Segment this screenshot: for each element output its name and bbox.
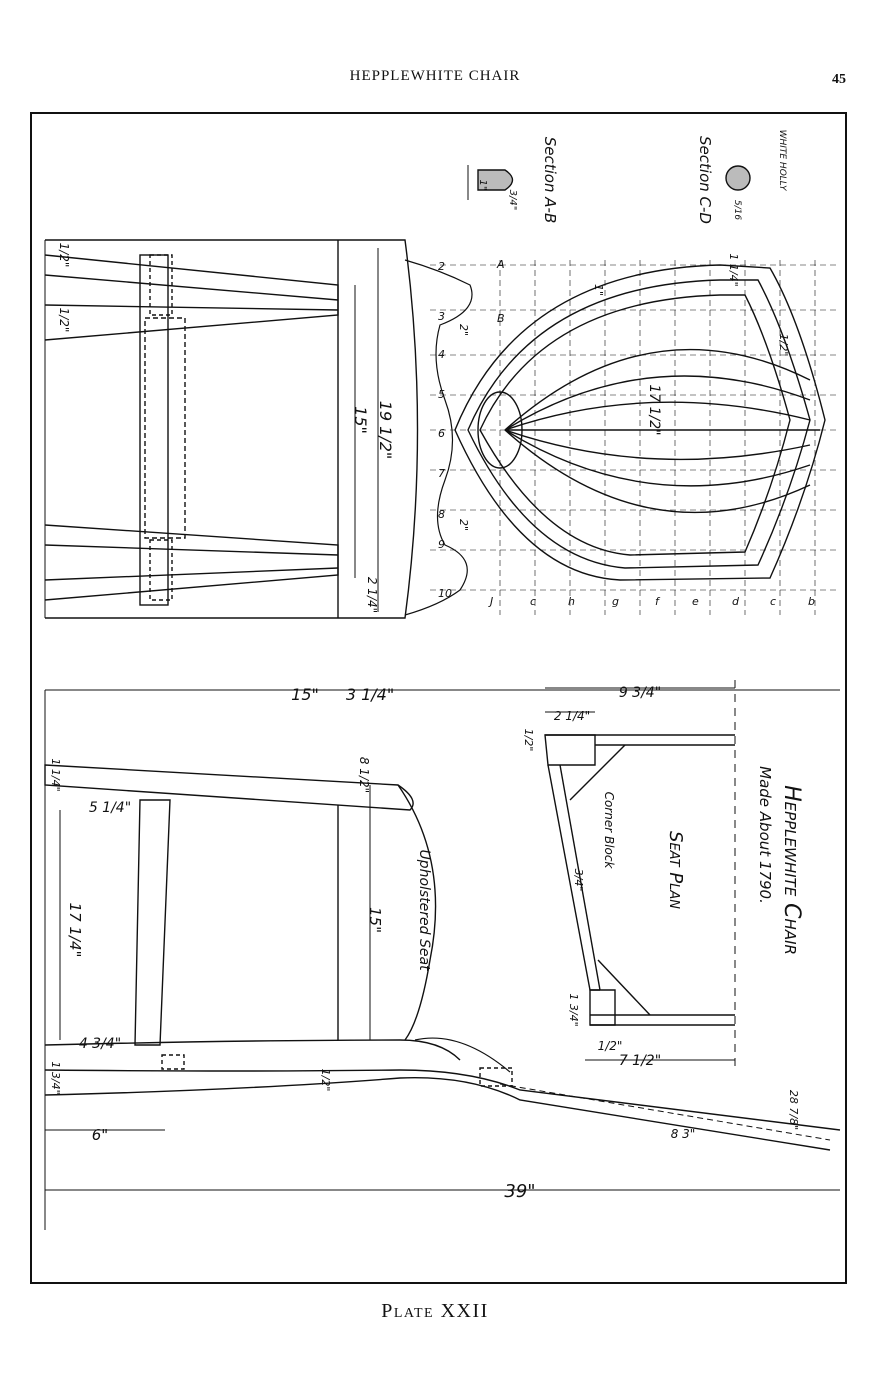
dim-back-1: 1" [592,283,605,297]
svg-text:5: 5 [438,388,445,401]
dim-17-1-4: 17 1/4" [66,902,84,958]
caption-prefix: Plate [381,1300,435,1322]
dim-1-1-4: 1 1/4" [49,758,62,792]
svg-text:10: 10 [438,587,452,600]
dim-leg-angle: 28 7/8" [787,1089,800,1131]
side-elevation [45,690,840,1230]
dim-seat-1-3-4: 1 3/4" [567,993,580,1027]
running-title: HEPPLEWHITE CHAIR [349,68,521,84]
svg-text:3: 3 [438,310,445,323]
svg-text:c: c [770,595,777,608]
corner-block-label: Corner Block [602,791,616,869]
svg-text:6: 6 [438,427,445,440]
dim-sec-5-16: 5/16 [732,199,742,221]
bottom-rail [45,525,338,600]
splat-drawing [405,260,840,615]
dim-back-width: 19 1/2" [376,400,395,460]
svg-text:h: h [568,595,575,608]
seat-plan-label: Seat Plan [665,831,686,909]
dim-rail-1: 1/2" [57,242,71,268]
dim-rail-2: 1/2" [57,307,71,333]
dim-sec-3-4: 3/4" [507,189,518,211]
svg-text:J: J [490,595,494,608]
dim-splat-2a: 2" [457,323,470,337]
dim-side-half: 1/2" [319,1068,332,1092]
svg-text:B: B [497,312,505,325]
svg-text:8: 8 [438,508,445,521]
section-cd-label: Section C-D [696,136,714,224]
dim-back-half: 1/2" [777,333,790,357]
dim-side-15: 15" [366,907,384,933]
svg-text:c: c [530,595,537,608]
svg-text:g: g [612,595,619,608]
dim-5-1-4: 5 1/4" [88,800,132,816]
plate-caption [0,1300,870,1323]
svg-text:7: 7 [438,467,445,480]
grid-lines [430,260,840,615]
svg-text:2: 2 [438,260,445,273]
section-ab-symbol [468,165,513,200]
dim-2-1-4: 2 1/4" [553,709,591,723]
dim-seat-3-4: 3/4" [572,868,585,892]
svg-text:A: A [497,258,505,271]
dim-overhang: 3 1/4" [345,685,395,704]
dim-back-inner: 15" [351,406,370,434]
dim-overall-height: 39" [504,1181,536,1202]
plate-title: Hepplewhite Chair [779,785,804,955]
white-holly-label: WHITE HOLLY [777,129,787,191]
svg-text:f: f [655,595,659,608]
upholstered-seat-label: Upholstered Seat [416,849,432,971]
dim-4-3-4: 4 3/4" [78,1036,122,1052]
top-rail [45,255,338,340]
dim-back-1-1-4: 1 1/4" [727,253,740,287]
section-ab-label: Section A-B [541,136,559,224]
dim-9-3-4: 9 3/4" [618,685,662,701]
dim-splat-height: 17 1/2" [646,384,662,436]
dim-6: 6" [91,1126,109,1144]
svg-text:b: b [808,595,815,608]
dim-1-3-4: 1 3/4" [49,1061,62,1095]
dim-rail-3: 2 1/4" [365,576,379,614]
dim-8-1-2: 8 1/2" [357,756,371,794]
svg-text:9: 9 [438,538,445,551]
labels [49,130,804,1202]
back-post-stile [135,800,170,1045]
caption-numeral: XXII [440,1300,489,1322]
dim-front-width: 15" [291,685,319,704]
dim-seat-1-2b: 1/2" [597,1039,623,1053]
svg-text:e: e [692,595,699,608]
svg-text:d: d [732,595,739,608]
svg-text:4: 4 [438,348,445,361]
dim-seat-1-2: 1/2" [522,728,535,752]
back-elevation [45,240,840,690]
dim-splat-2b: 2" [457,518,470,532]
section-cd-symbol [726,166,750,190]
plate-subtitle: Made About 1790. [756,766,774,904]
dim-sec-1: 1" [477,179,488,191]
dim-7-1-2: 7 1/2" [618,1053,662,1069]
dim-leg-8-3: 8 3" [670,1127,696,1141]
page-number: 45 [832,72,846,87]
